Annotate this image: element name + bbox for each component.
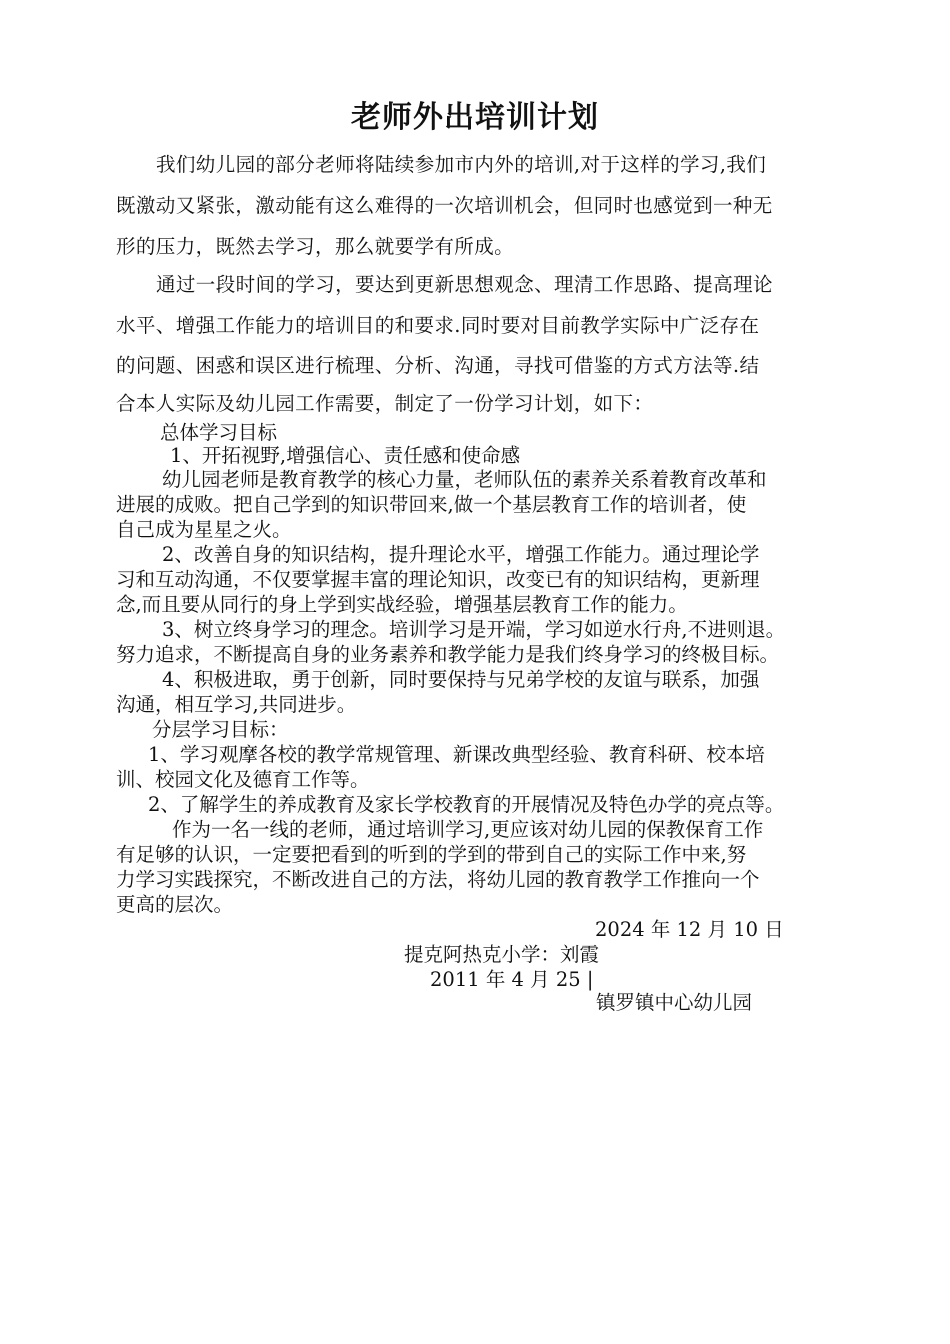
layered-goal2-line: 2、了解学生的养成教育及家长学校教育的开展情况及特色办学的亮点等。 (148, 793, 785, 816)
closing-line: 作为一名一线的老师，通过培训学习,更应该对幼儿园的保教保育工作 (172, 818, 764, 841)
closing-line: 有足够的认识，一定要把看到的听到的学到的带到自己的实际工作中来,努 (116, 843, 747, 866)
signature-author: 提克阿热克小学：刘霞 (404, 943, 600, 966)
goal1-line: 幼儿园老师是教育教学的核心力量，老师队伍的素养关系着教育改革和 (162, 468, 767, 491)
purpose-line: 通过一段时间的学习，要达到更新思想观念、理清工作思路、提高理论 (156, 273, 773, 296)
layered-goals-heading: 分层学习目标： (152, 718, 289, 741)
signature-date: 2024 年 12 月 10 日 (595, 918, 784, 941)
intro-line: 既激动又紧张，激动能有这么难得的一次培训机会，但同时也感觉到一种无 (116, 194, 773, 217)
intro-line: 我们幼儿园的部分老师将陆续参加市内外的培训,对于这样的学习,我们 (156, 153, 767, 176)
closing-line: 力学习实践探究，不断改进自己的方法，将幼儿园的教育教学工作推向一个 (116, 868, 760, 891)
goal1-heading: 1、开拓视野,增强信心、责任感和使命感 (170, 444, 521, 467)
goal3-line: 努力追求，不断提高自身的业务素养和教学能力是我们终身学习的终极目标。 (116, 643, 780, 666)
layered-goal1-line: 1、学习观摩各校的教学常规管理、新课改典型经验、教育科研、校本培 (148, 743, 765, 766)
overall-goals-heading: 总体学习目标 (160, 421, 278, 444)
goal2-line: 2、改善自身的知识结构，提升理论水平，增强工作能力。通过理论学 (162, 543, 760, 566)
purpose-line: 合本人实际及幼儿园工作需要，制定了一份学习计划，如下： (116, 392, 654, 415)
goal3-line: 3、树立终身学习的理念。培训学习是开端，学习如逆水行舟,不进则退。 (162, 618, 786, 641)
purpose-line: 的问题、困惑和误区进行梳理、分析、沟通，寻找可借鉴的方式方法等.结 (116, 354, 760, 377)
goal2-line: 念,而且要从同行的身上学到实战经验，增强基层教育工作的能力。 (116, 593, 688, 616)
goal1-line: 自己成为星星之火。 (116, 518, 292, 541)
document-title: 老师外出培训计划 (351, 100, 599, 135)
closing-line: 更高的层次。 (116, 893, 234, 916)
layered-goal1-line: 训、校园文化及德育工作等。 (116, 768, 370, 791)
signature-date-secondary: 2011 年 4 月 25 | (430, 968, 594, 991)
goal1-line: 进展的成败。把自己学到的知识带回来,做一个基层教育工作的培训者，使 (116, 493, 747, 516)
intro-line: 形的压力，既然去学习，那么就要学有所成。 (116, 235, 515, 258)
signature-organization: 镇罗镇中心幼儿园 (596, 991, 753, 1014)
purpose-line: 水平、增强工作能力的培训目的和要求.同时要对目前教学实际中广泛存在 (116, 314, 760, 337)
goal4-line: 4、积极进取，勇于创新，同时要保持与兄弟学校的友谊与联系，加强 (162, 668, 760, 691)
goal4-line: 沟通，相互学习,共同进步。 (116, 693, 357, 716)
goal2-line: 习和互动沟通，不仅要掌握丰富的理论知识，改变已有的知识结构，更新理 (116, 568, 760, 591)
